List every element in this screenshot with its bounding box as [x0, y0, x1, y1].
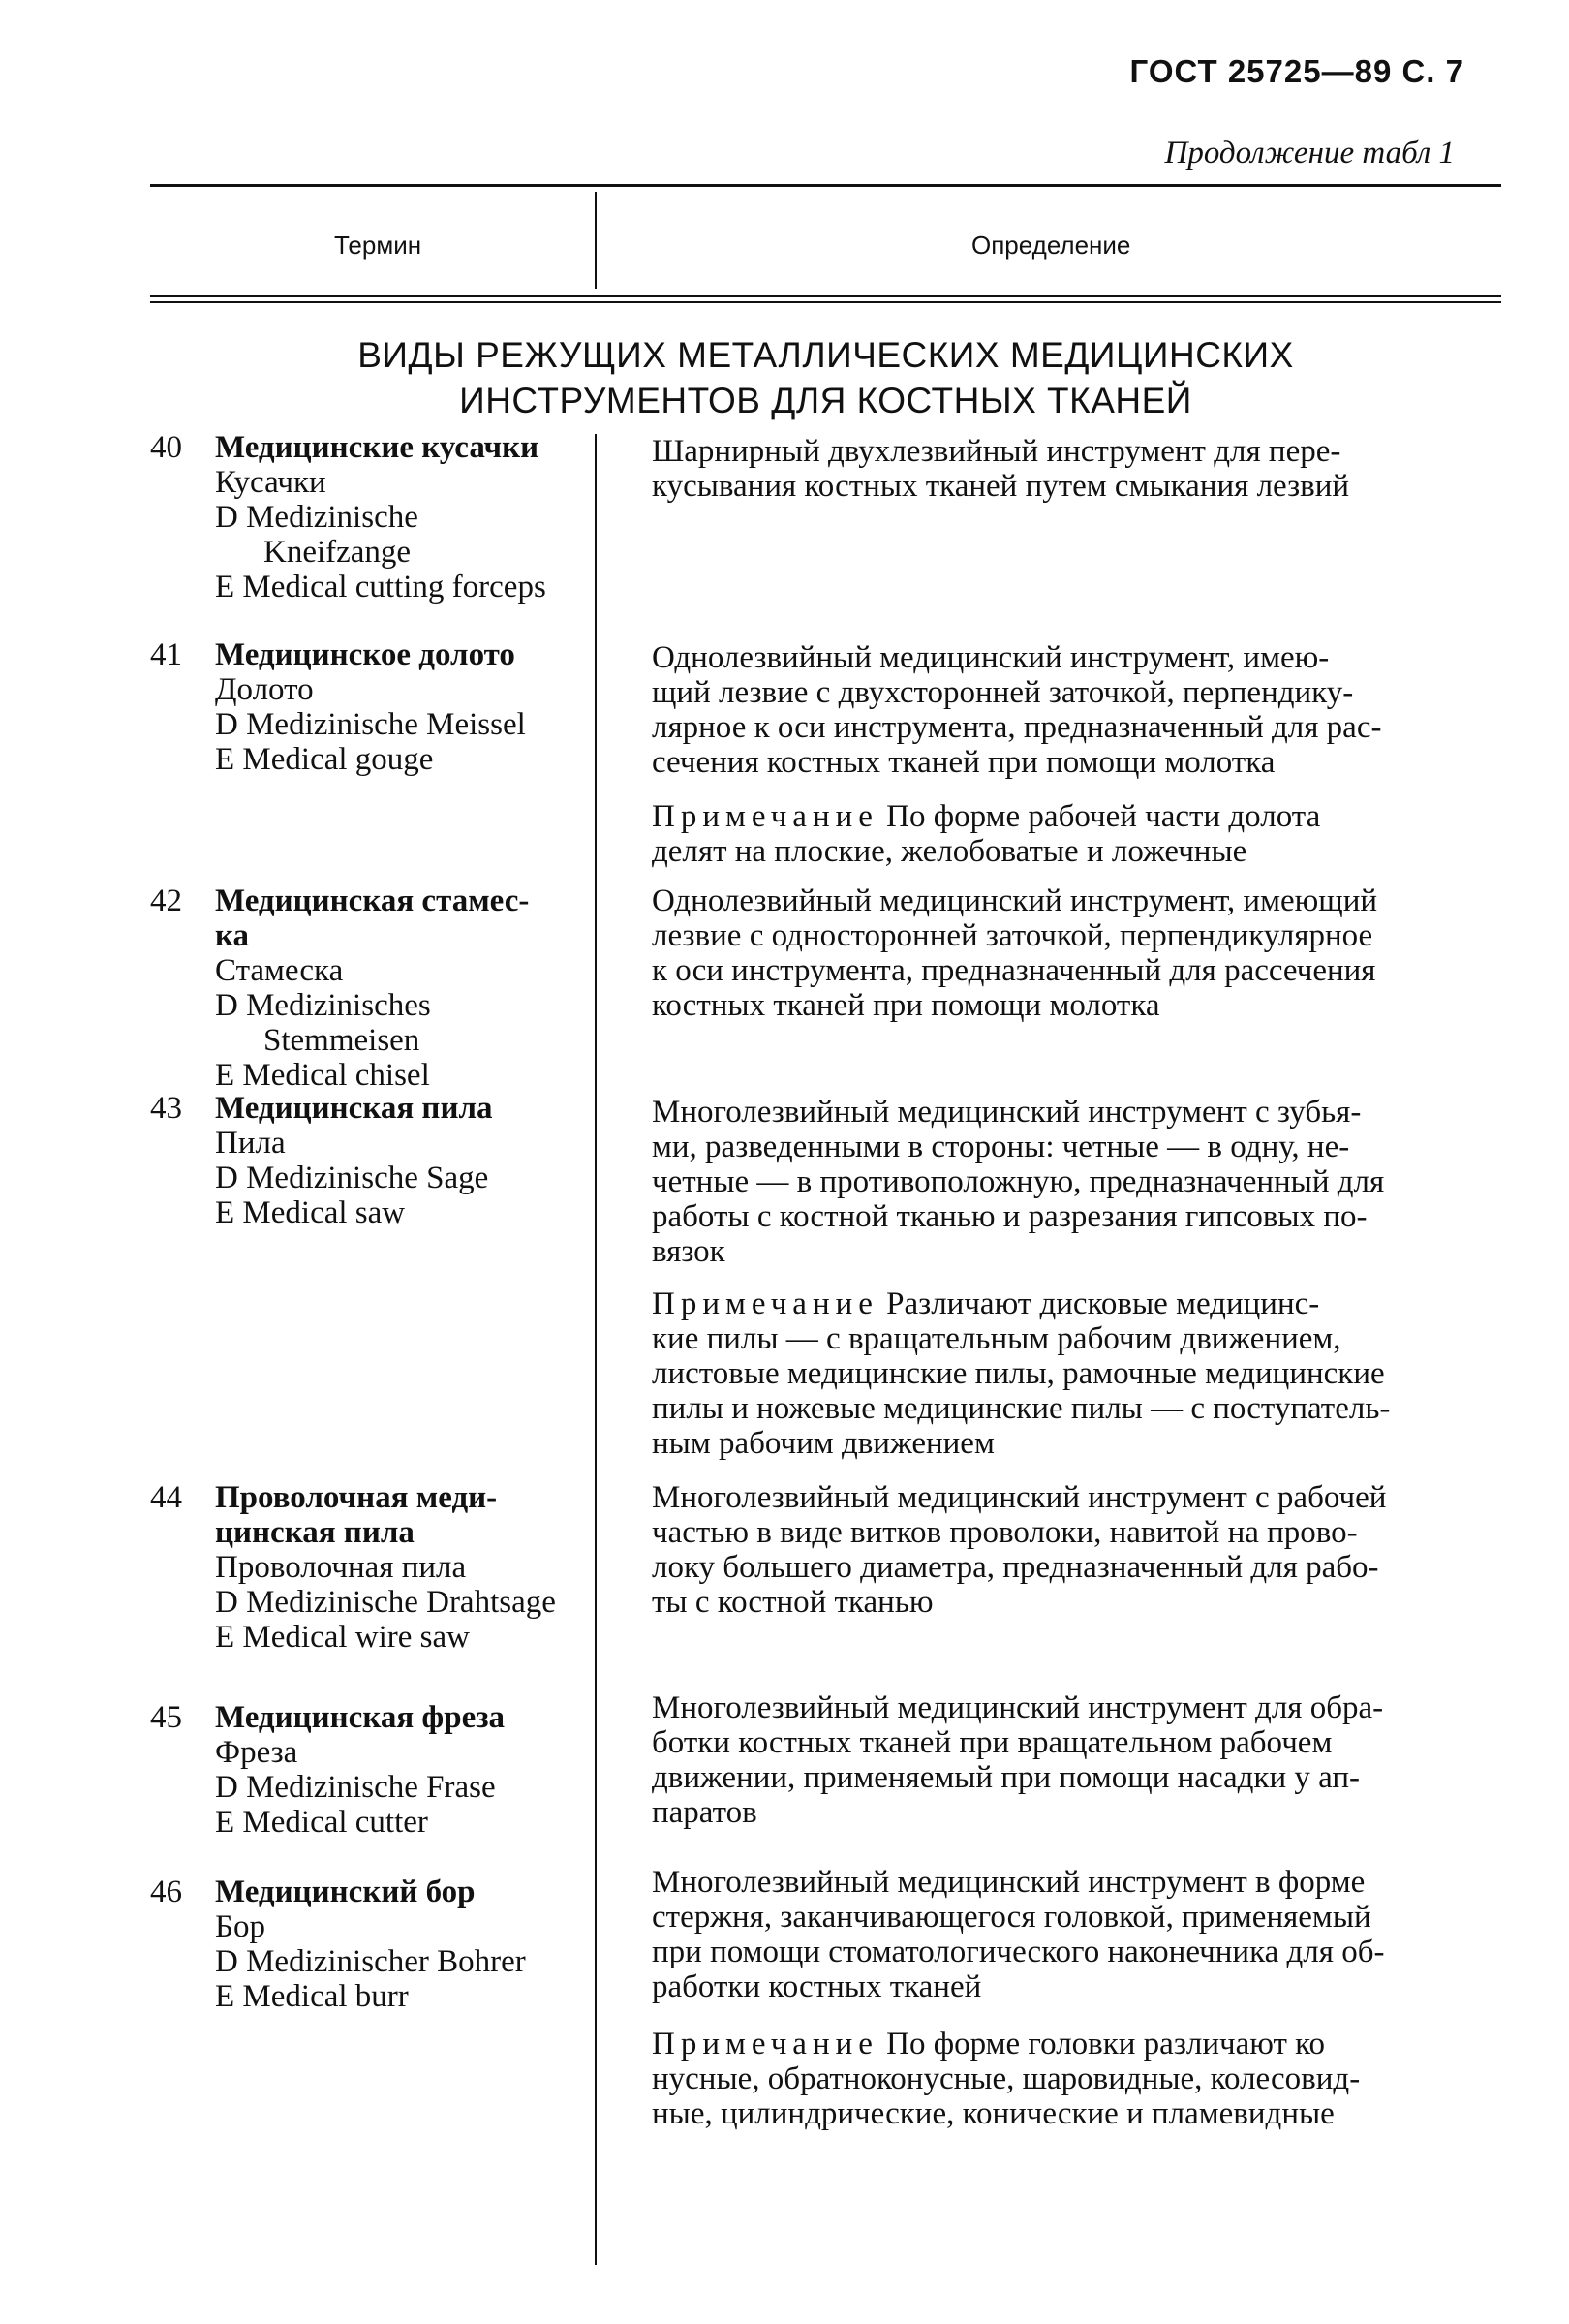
term-english: E Medical gouge: [215, 742, 434, 777]
section-title: [150, 332, 1501, 423]
note-text: По форме головки различают ко: [886, 2027, 1325, 2061]
header-bottom-rule-1: [150, 295, 1501, 297]
term-block: [215, 1700, 573, 1840]
term-name: Медицинская пила: [215, 1091, 493, 1126]
term-name: Медицинская стамес-: [215, 883, 530, 918]
note-line: [652, 2027, 1504, 2061]
definition-line: ботки костных тканей при вращательном рабочем: [652, 1725, 1333, 1760]
term-german: D Medizinisches Stemmeisen: [215, 988, 431, 1058]
term-name: Медицинский бор: [215, 1875, 476, 1909]
table-top-rule: [150, 184, 1501, 187]
header-bottom-rule-2: [150, 301, 1501, 303]
definition-line: локу большего диаметра, предназначенный для рабо-: [652, 1550, 1379, 1585]
term-name: ка: [215, 918, 250, 953]
definition-line: работы с костной тканью и разрезания гипсовых по-: [652, 1199, 1368, 1234]
term-synonym: Проволочная пила: [215, 1550, 467, 1585]
term-name: Медицинская фреза: [215, 1700, 506, 1735]
note-text: Различают дисковые медицинс-: [886, 1286, 1320, 1321]
note-line: нусные, обратноконусные, шаровидные, колесовид-: [652, 2061, 1361, 2096]
definition-line: стержня, заканчивающегося головкой, применяемый: [652, 1900, 1371, 1935]
entry-number: 46: [150, 1875, 182, 1909]
note-line: пилы и ножевые медицинские пилы — с поступатель-: [652, 1391, 1391, 1426]
term-english: E Medical cutting forceps: [215, 570, 546, 604]
term-synonym: Пила: [215, 1126, 286, 1161]
term-german: D Medizinischer Bohrer: [215, 1944, 526, 1979]
definition-block: [652, 1690, 1504, 1830]
definition-line: лезвие с односторонней заточкой, перпендикулярное: [652, 918, 1373, 953]
term-block: [215, 430, 573, 604]
note-label: Примечание: [652, 2027, 878, 2061]
term-block: [215, 1875, 573, 2014]
definition-block: [652, 640, 1504, 780]
term-synonym: Фреза: [215, 1735, 298, 1770]
definition-block: [652, 883, 1504, 1023]
section-title-line: ВИДЫ РЕЖУЩИХ МЕТАЛЛИЧЕСКИХ МЕДИЦИНСКИХ: [357, 335, 1294, 375]
note-line: [652, 1286, 1504, 1321]
definition-line: Многолезвийный медицинский инструмент с зубья-: [652, 1095, 1362, 1130]
note-label: Примечание: [652, 1286, 878, 1321]
definition-line: вязок: [652, 1234, 725, 1269]
definition-line: работки костных тканей: [652, 1969, 982, 2004]
term-english: E Medical saw: [215, 1195, 406, 1230]
term-english: E Medical chisel: [215, 1058, 430, 1093]
note-line: ным рабочим движением: [652, 1426, 995, 1461]
definition-block: [652, 1480, 1504, 1620]
note-block: [652, 1286, 1504, 1461]
term-block: [215, 1480, 573, 1655]
section-title-line: ИНСТРУМЕНТОВ ДЛЯ КОСТНЫХ ТКАНЕЙ: [459, 381, 1192, 420]
term-german: D Medizinische Sage: [215, 1161, 489, 1195]
term-name: Медицинские кусачки: [215, 430, 539, 465]
note-label: Примечание: [652, 799, 878, 834]
definition-line: Многолезвийный медицинский инструмент с рабочей: [652, 1480, 1387, 1515]
term-name: цинская пила: [215, 1515, 415, 1550]
definition-line: Однолезвийный медицинский инструмент, имеющий: [652, 883, 1378, 918]
definition-line: Многолезвийный медицинский инструмент для обра-: [652, 1690, 1384, 1725]
definition-block: [652, 1095, 1504, 1269]
definition-line: ми, разведенными в стороны: четные — в одну, не-: [652, 1130, 1350, 1164]
definition-line: при помощи стоматологического наконечника для об-: [652, 1935, 1385, 1969]
term-english: E Medical wire saw: [215, 1620, 470, 1655]
term-block: [215, 1091, 573, 1230]
definition-line: Шарнирный двухлезвийный инструмент для пере-: [652, 434, 1341, 469]
definition-line: Многолезвийный медицинский инструмент в форме: [652, 1865, 1366, 1900]
term-german: D Medizinische Frase: [215, 1770, 496, 1805]
page-reference: ГОСТ 25725—89 С. 7: [1129, 53, 1464, 89]
term-synonym: Долото: [215, 672, 314, 707]
note-block: [652, 799, 1504, 869]
definition-line: ты с костной тканью: [652, 1585, 934, 1620]
term-english: E Medical cutter: [215, 1805, 428, 1840]
header-column-divider: [595, 192, 597, 289]
term-block: [215, 637, 573, 777]
definition-line: четные — в противоположную, предназначенный для: [652, 1164, 1385, 1199]
note-line: листовые медицинские пилы, рамочные медицинские: [652, 1356, 1385, 1391]
body-column-divider: [595, 434, 597, 2265]
definition-line: движении, применяемый при помощи насадки у ап-: [652, 1760, 1360, 1795]
term-name: Медицинское долото: [215, 637, 515, 672]
entry-number: 42: [150, 883, 182, 918]
definition-line: кусывания костных тканей путем смыкания лезвий: [652, 469, 1350, 504]
entry-number: 43: [150, 1091, 182, 1126]
note-text: По форме рабочей части долота: [886, 799, 1321, 834]
term-synonym: Бор: [215, 1909, 265, 1944]
table-caption: Продолжение табл 1: [1164, 136, 1455, 170]
note-line: кие пилы — с вращательным рабочим движением,: [652, 1321, 1341, 1356]
column-header-definition: Определение: [971, 231, 1131, 260]
term-name: Проволочная меди-: [215, 1480, 498, 1515]
definition-line: щий лезвие с двухсторонней заточкой, перпендику-: [652, 675, 1354, 710]
note-line: ные, цилиндрические, конические и пламевидные: [652, 2096, 1335, 2131]
note-line: [652, 799, 1504, 834]
entry-number: 44: [150, 1480, 182, 1515]
term-german: D Medizinische Drahtsage: [215, 1585, 556, 1620]
definition-line: сечения костных тканей при помощи молотка: [652, 745, 1276, 780]
entry-number: 40: [150, 430, 182, 465]
note-block: [652, 2027, 1504, 2131]
term-synonym: Кусачки: [215, 465, 326, 500]
definition-line: лярное к оси инструмента, предназначенный для рас-: [652, 710, 1382, 745]
term-german: D Medizinische Kneifzange: [215, 500, 418, 570]
definition-line: к оси инструмента, предназначенный для рассечения: [652, 953, 1376, 988]
definition-line: костных тканей при помощи молотка: [652, 988, 1160, 1023]
column-header-term: Термин: [334, 231, 422, 260]
definition-line: паратов: [652, 1795, 757, 1830]
term-synonym: Стамеска: [215, 953, 344, 988]
definition-block: [652, 434, 1504, 504]
term-block: [215, 883, 573, 1093]
definition-block: [652, 1865, 1504, 2004]
definition-line: Однолезвийный медицинский инструмент, имею-: [652, 640, 1330, 675]
note-line: делят на плоские, желобоватые и ложечные: [652, 834, 1247, 869]
term-english: E Medical burr: [215, 1979, 409, 2014]
entry-number: 41: [150, 637, 182, 672]
term-german: D Medizinische Meissel: [215, 707, 526, 742]
entry-number: 45: [150, 1700, 182, 1735]
definition-line: частью в виде витков проволоки, навитой на прово-: [652, 1515, 1358, 1550]
